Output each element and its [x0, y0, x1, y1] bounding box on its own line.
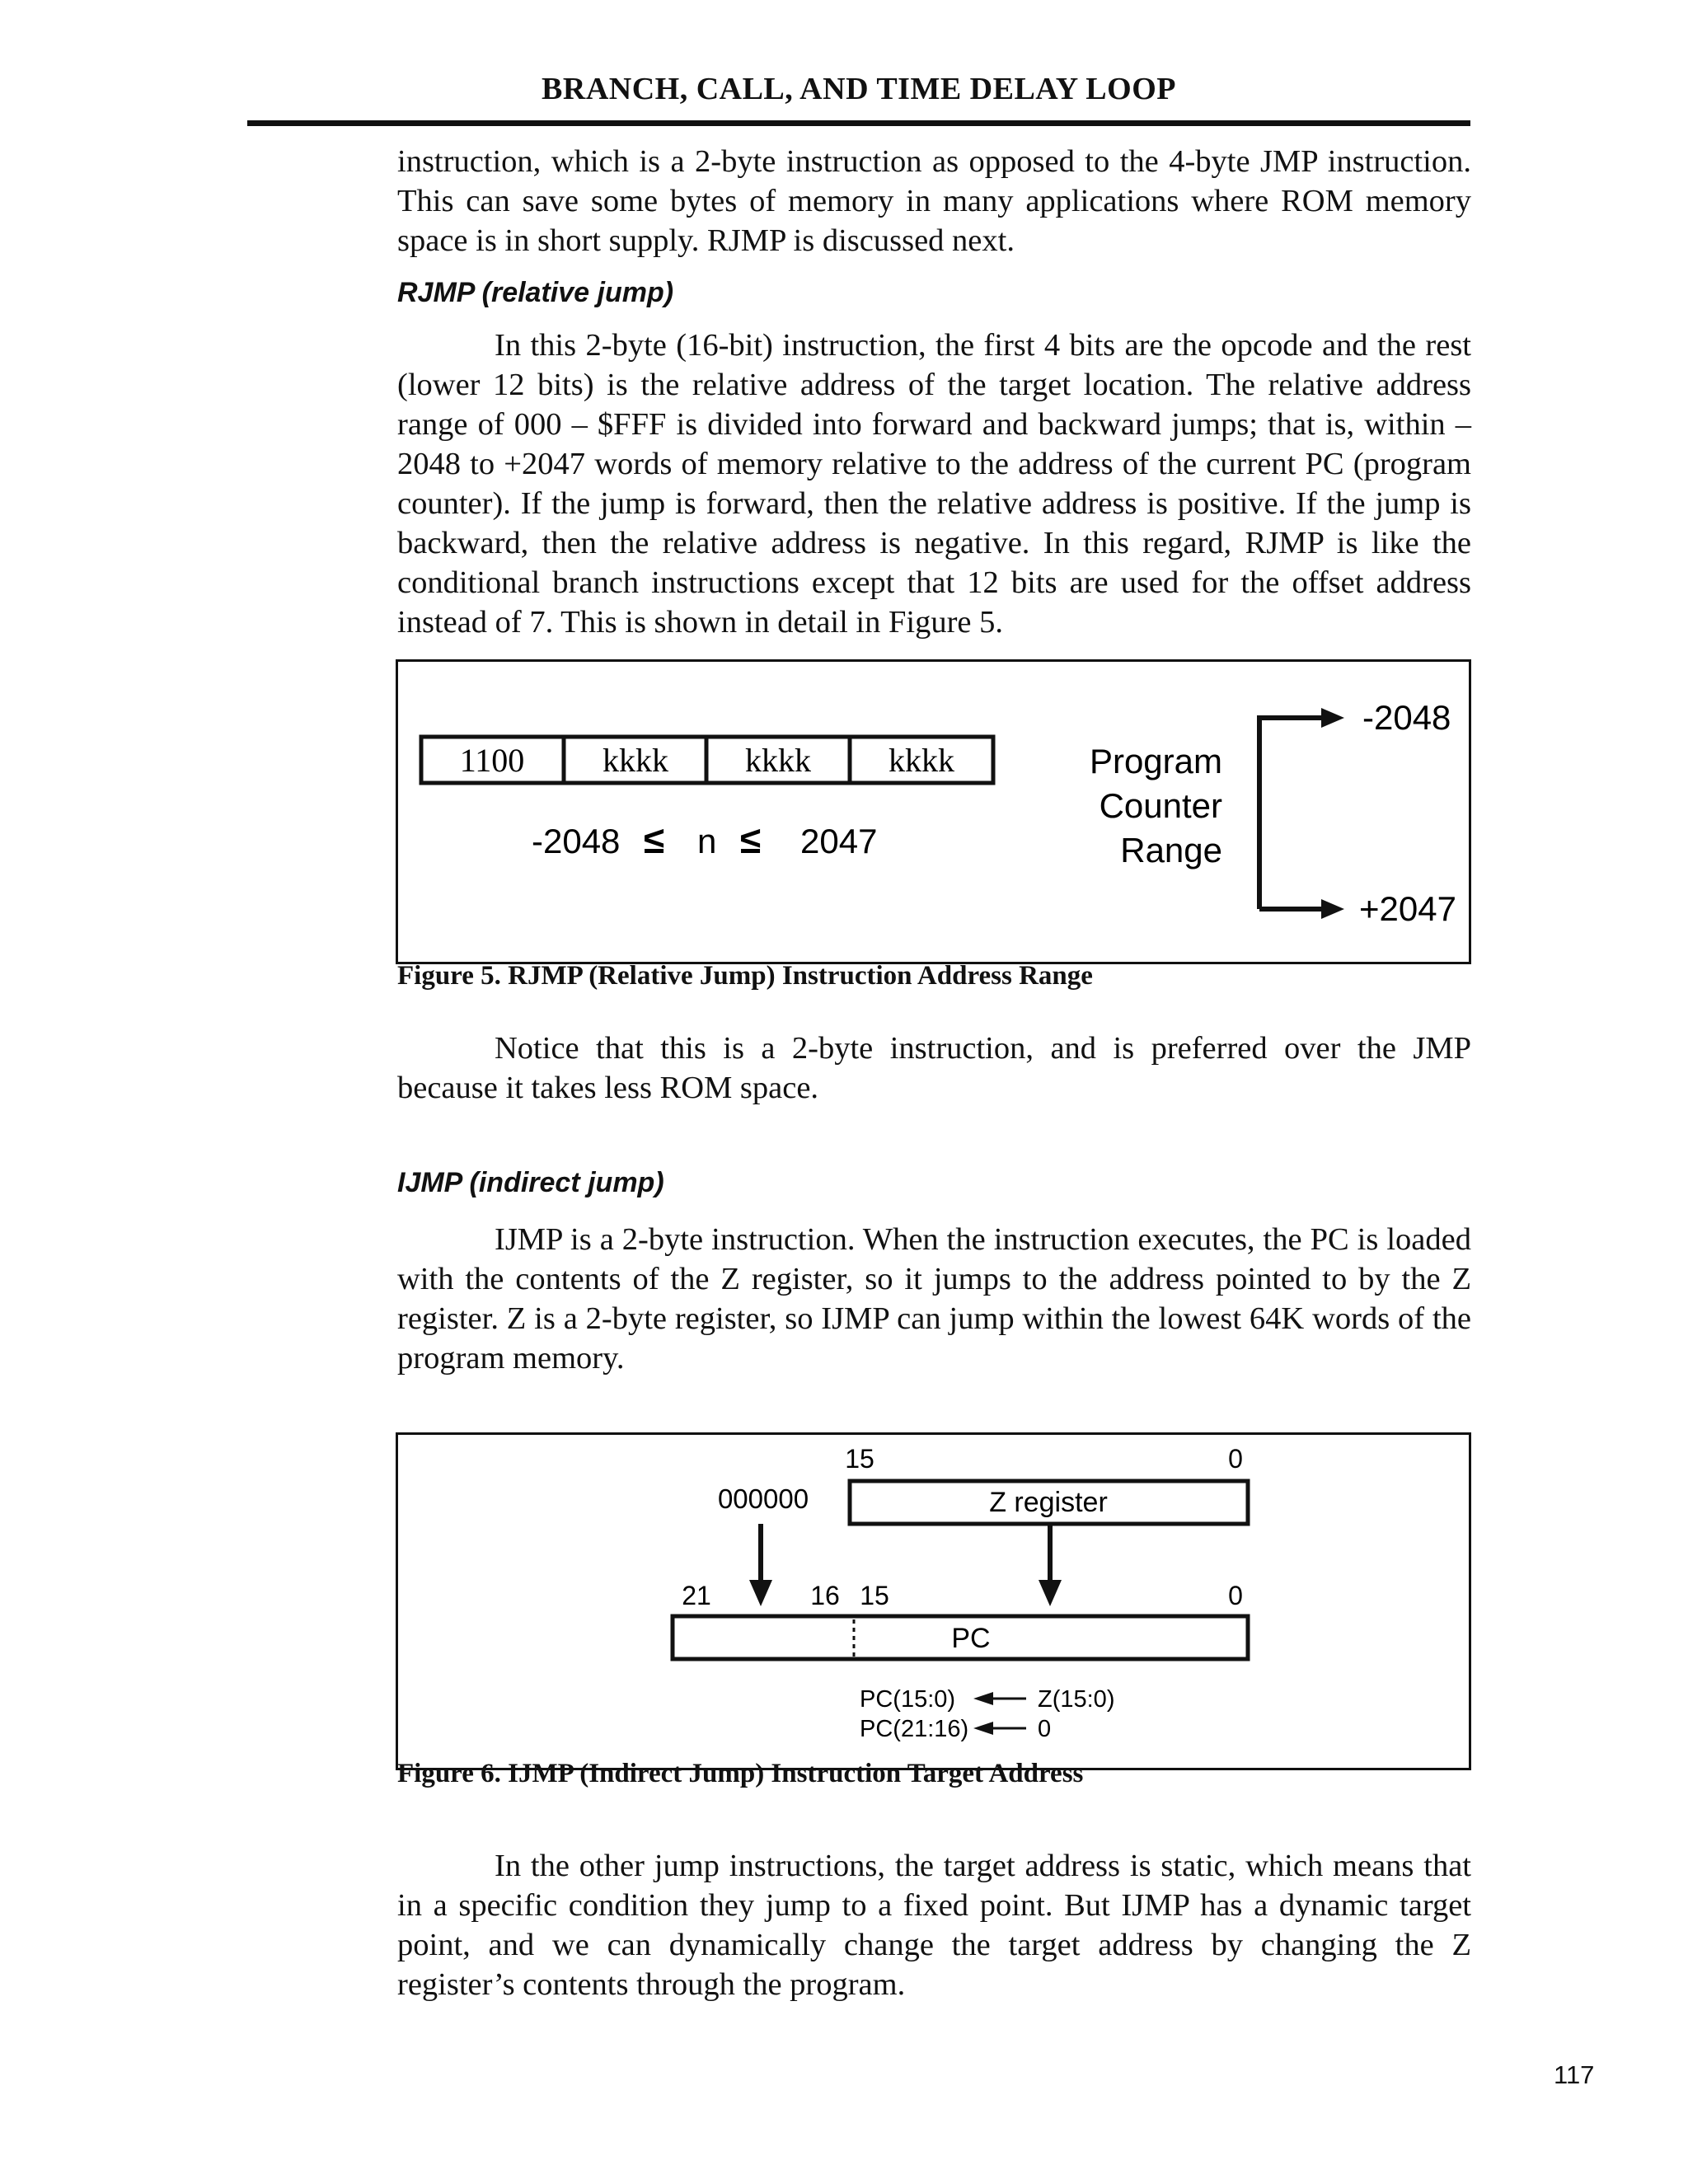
arrow-left-icon	[973, 1722, 993, 1735]
arrow-right-icon	[1321, 899, 1344, 919]
range-top-value: -2048	[1362, 698, 1451, 737]
less-equal-icon: ≤	[644, 818, 665, 861]
figure-6	[396, 1432, 1471, 1770]
figure-6-caption: Figure 6. IJMP (Indirect Jump) Instruction Target Address	[397, 1759, 1084, 1788]
z-register-label: Z register	[989, 1487, 1108, 1518]
running-header: BRANCH, CALL, AND TIME DELAY LOOP	[542, 72, 1176, 106]
pc-range-label-line1: Program	[1089, 742, 1222, 780]
figure-5-caption: Figure 5. RJMP (Relative Jump) Instruction Address Range	[397, 961, 1093, 991]
pc-bit-0: 0	[1228, 1581, 1243, 1610]
less-equal-icon: ≤	[740, 818, 762, 861]
notice-paragraph: Notice that this is a 2-byte instruction, and is preferred over the JMP because it takes less ROM space.	[397, 1031, 1471, 1105]
pc-bit-15: 15	[860, 1581, 889, 1610]
page-number: 117	[1554, 2060, 1595, 2089]
eq1-left: PC(15:0)	[860, 1686, 956, 1713]
figure-6-diagram	[398, 1435, 1469, 1768]
z-bit-0: 0	[1228, 1444, 1243, 1474]
pc-range-label-line2: Counter	[1099, 786, 1222, 825]
arrow-down-icon	[1039, 1580, 1062, 1606]
arrow-left-icon	[973, 1692, 993, 1705]
range-min: -2048	[532, 822, 621, 860]
opcode-field: 1100	[459, 742, 525, 779]
offset-field: kkkk	[889, 742, 954, 779]
eq2-right: 0	[1038, 1716, 1052, 1742]
figure-5-diagram	[398, 662, 1469, 962]
ijmp-paragraph: IJMP is a 2-byte instruction. When the instruction executes, the PC is loaded with the contents of the Z register, so it jumps to the address pointed to by the Z register. Z is a 2-byte register, so IJMP can jump within the lowest 64K words of the program memory.	[397, 1222, 1471, 1376]
zero-fill-bits: 000000	[717, 1483, 809, 1514]
closing-paragraph: In the other jump instructions, the target address is static, which means that in a specific condition they jump to a fixed point. But IJMP has a dynamic target point, and we can dynamically change the target address by changing the Z register’s contents through the program.	[397, 1849, 1471, 2002]
figure-5	[396, 659, 1471, 964]
offset-field: kkkk	[745, 742, 811, 779]
pc-range-label-line3: Range	[1120, 831, 1222, 869]
rjmp-paragraph: In this 2-byte (16-bit) instruction, the first 4 bits are the opcode and the rest (lower 12 bits) is the relative address of the target location. The relative address range of 000 – $FFF is divided into forward and backward jumps; that is, within –2048 to +2047 words of memory relative to the address of the current PC (program counter). If the jump is forward, then the relative address is positive. If the jump is backward, then the relative address is negative. In this regard, RJMP is like the conditional branch instructions except that 12 bits are used for the offset address instead of 7. This is shown in detail in Figure 5.	[397, 328, 1471, 640]
z-bit-15: 15	[845, 1444, 874, 1474]
pc-bit-21: 21	[682, 1581, 711, 1610]
intro-paragraph: instruction, which is a 2-byte instruction as opposed to the 4-byte JMP instruction. This can save some bytes of memory in many applications where ROM memory space is in short supply. RJMP is discussed next.	[397, 144, 1471, 258]
header-rule	[247, 120, 1470, 126]
pc-register-label: PC	[951, 1623, 991, 1654]
arrow-right-icon	[1321, 708, 1344, 728]
eq1-right: Z(15:0)	[1038, 1686, 1115, 1713]
pc-bit-16: 16	[810, 1581, 840, 1610]
offset-field: kkkk	[603, 742, 668, 779]
arrow-down-icon	[749, 1580, 772, 1606]
eq2-left: PC(21:16)	[860, 1716, 969, 1742]
ijmp-heading: IJMP (indirect jump)	[397, 1167, 664, 1198]
rjmp-heading: RJMP (relative jump)	[397, 277, 674, 308]
bracket-line	[1259, 718, 1325, 909]
range-max: 2047	[800, 822, 878, 860]
range-bottom-value: +2047	[1359, 889, 1456, 928]
range-variable: n	[697, 822, 717, 860]
